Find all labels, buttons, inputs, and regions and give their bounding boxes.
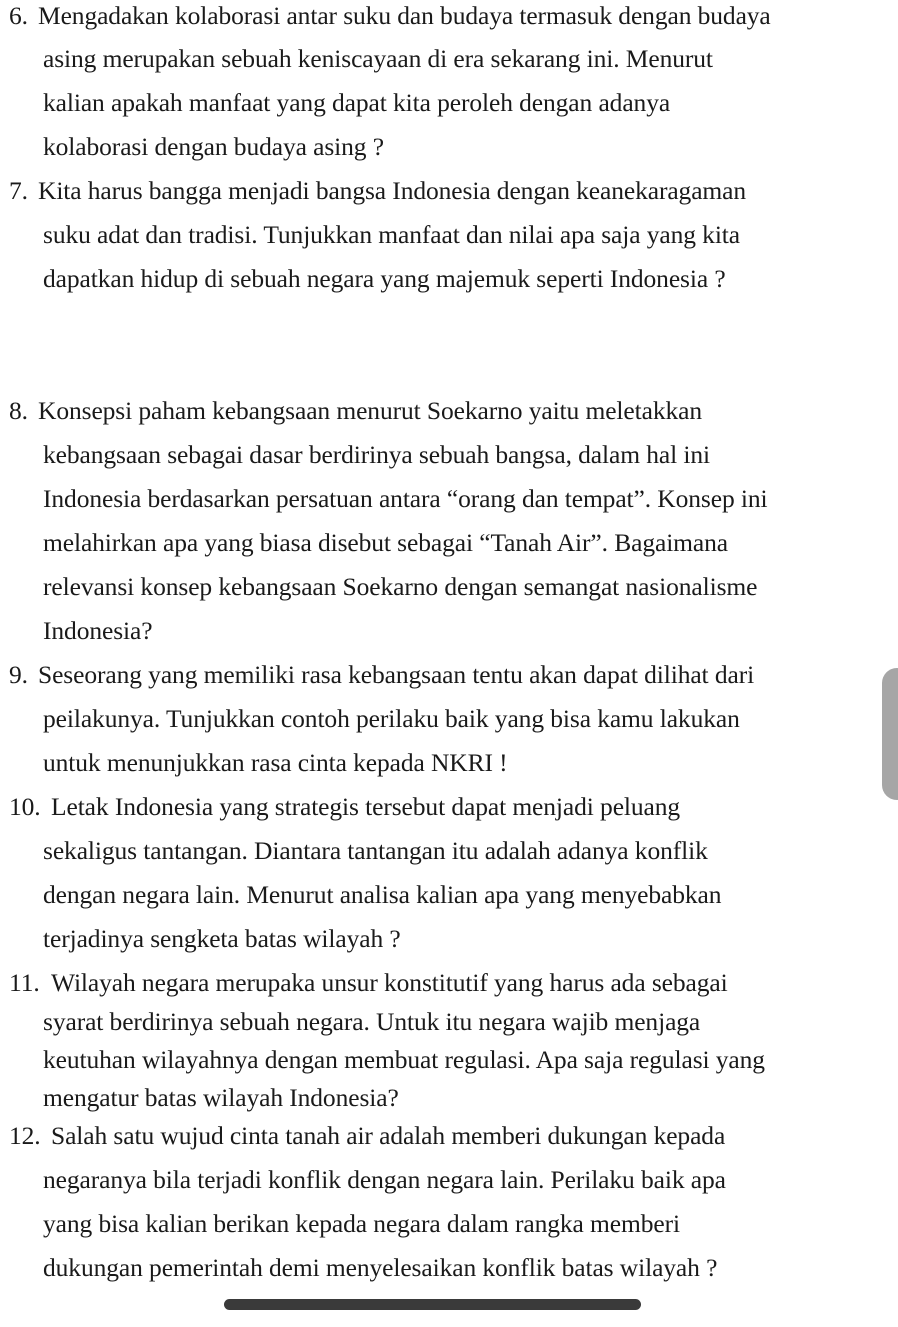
question-text-line: Letak Indonesia yang strategis tersebut dapat menjadi peluang <box>51 792 681 821</box>
question-text-line: dengan negara lain. Menurut analisa kalian apa yang menyebabkan <box>43 880 722 909</box>
question-text-line: syarat berdirinya sebuah negara. Untuk itu negara wajib menjaga <box>43 1007 701 1036</box>
question-text-line: kolaborasi dengan budaya asing ? <box>43 132 384 161</box>
question-text-line: Indonesia? <box>43 616 153 645</box>
question-text-line: Konsepsi paham kebangsaan menurut Soekarno yaitu meletakkan <box>38 396 702 425</box>
question-number: 12. <box>9 1121 41 1150</box>
scroll-handle[interactable] <box>882 668 898 800</box>
question-text-line: mengatur batas wilayah Indonesia? <box>43 1083 399 1112</box>
question-text-line: Indonesia berdasarkan persatuan antara “orang dan tempat”. Konsep ini <box>43 484 768 513</box>
question-text-line: suku adat dan tradisi. Tunjukkan manfaat dan nilai apa saja yang kita <box>43 220 741 249</box>
question-number: 7. <box>9 176 28 205</box>
question-number: 10. <box>9 792 41 821</box>
question-text-line: melahirkan apa yang biasa disebut sebagai “Tanah Air”. Bagaimana <box>43 528 729 557</box>
question-text-line: sekaligus tantangan. Diantara tantangan itu adalah adanya konflik <box>43 836 708 865</box>
question-text-line: kalian apakah manfaat yang dapat kita peroleh dengan adanya <box>43 88 671 117</box>
question-number: 11. <box>9 968 40 997</box>
question-text-line: peilakunya. Tunjukkan contoh perilaku baik yang bisa kamu lakukan <box>43 704 740 733</box>
question-text-line: Salah satu wujud cinta tanah air adalah memberi dukungan kepada <box>51 1121 726 1150</box>
question-text-line: untuk menunjukkan rasa cinta kepada NKRI ! <box>43 748 508 777</box>
question-text-line: relevansi konsep kebangsaan Soekarno dengan semangat nasionalisme <box>43 572 758 601</box>
question-number: 6. <box>9 1 28 30</box>
question-text-line: Wilayah negara merupaka unsur konstitutif yang harus ada sebagai <box>51 968 728 997</box>
question-text-line: negaranya bila terjadi konflik dengan negara lain. Perilaku baik apa <box>43 1165 726 1194</box>
question-text-line: dukungan pemerintah demi menyelesaikan konflik batas wilayah ? <box>43 1253 718 1282</box>
question-text-line: yang bisa kalian berikan kepada negara dalam rangka memberi <box>43 1209 680 1238</box>
question-text-line: terjadinya sengketa batas wilayah ? <box>43 924 401 953</box>
question-text-line: Kita harus bangga menjadi bangsa Indonesia dengan keanekaragaman <box>38 176 747 205</box>
question-text-line: asing merupakan sebuah keniscayaan di era sekarang ini. Menurut <box>43 44 713 73</box>
question-text-line: dapatkan hidup di sebuah negara yang majemuk seperti Indonesia ? <box>43 264 726 293</box>
question-text-line: Mengadakan kolaborasi antar suku dan budaya termasuk dengan budaya <box>38 1 771 30</box>
question-number: 9. <box>9 660 28 689</box>
question-text-line: kebangsaan sebagai dasar berdirinya sebuah bangsa, dalam hal ini <box>43 440 710 469</box>
question-number: 8. <box>9 396 28 425</box>
question-text-line: Seseorang yang memiliki rasa kebangsaan tentu akan dapat dilihat dari <box>38 660 755 689</box>
question-text-line: keutuhan wilayahnya dengan membuat regulasi. Apa saja regulasi yang <box>43 1045 765 1074</box>
home-indicator[interactable] <box>224 1299 641 1310</box>
